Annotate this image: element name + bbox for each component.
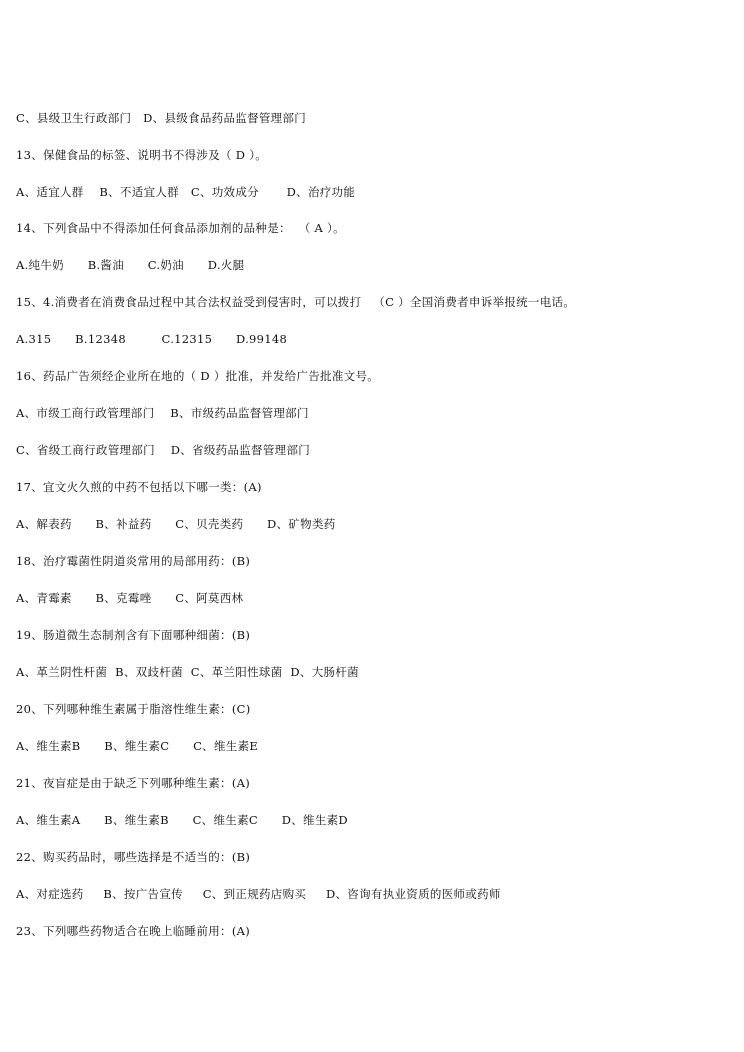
question-16: 16、药品广告须经企业所在地的（ D ）批准，并发给广告批准文号。	[16, 369, 380, 383]
question-13: 13、保健食品的标签、说明书不得涉及（ D ）。	[16, 148, 268, 162]
options-22: A、对症选药 B、按广告宣传 C、到正规药店购买 D、咨询有执业资质的医师或药师	[16, 887, 501, 901]
options-19: A、革兰阴性杆菌 B、双歧杆菌 C、革兰阳性球菌 D、大肠杆菌	[16, 665, 359, 679]
options-13: A、适宜人群 B、不适宜人群 C、功效成分 D、治疗功能	[16, 185, 356, 199]
options-15: A.315 B.12348 C.12315 D.99148	[16, 332, 288, 346]
question-21: 21、夜盲症是由于缺乏下列哪种维生素：(A)	[16, 776, 251, 790]
question-19: 19、肠道微生态制剂含有下面哪种细菌：(B)	[16, 628, 251, 642]
question-14: 14、下列食品中不得添加任何食品添加剂的品种是： （ A ）。	[16, 221, 345, 235]
options-14: A.纯牛奶 B.酱油 C.奶油 D.火腿	[16, 258, 245, 272]
options-16-ab: A、市级工商行政管理部门 B、市级药品监督管理部门	[16, 406, 309, 420]
question-22: 22、购买药品时，哪些选择是不适当的：(B)	[16, 850, 251, 864]
question-18: 18、治疗霉菌性阴道炎常用的局部用药：(B)	[16, 554, 251, 568]
text-line: C、县级卫生行政部门 D、县级食品药品监督管理部门	[16, 111, 307, 125]
options-17: A、解表药 B、补益药 C、贝壳类药 D、矿物类药	[16, 517, 336, 531]
question-17: 17、宜文火久煎的中药不包括以下哪一类：(A)	[16, 480, 262, 494]
question-23: 23、下列哪些药物适合在晚上临睡前用：(A)	[16, 924, 251, 938]
options-18: A、青霉素 B、克霉唑 C、阿莫西林	[16, 591, 244, 605]
options-20: A、维生素B B、维生素C C、维生素E	[16, 739, 259, 753]
question-20: 20、下列哪种维生素属于脂溶性维生素：(C)	[16, 702, 251, 716]
options-16-cd: C、省级工商行政管理部门 D、省级药品监督管理部门	[16, 443, 311, 457]
question-15: 15、4.消费者在消费食品过程中其合法权益受到侵害时，可以拨打 （C ）全国消费者申诉举报统一电话。	[16, 295, 576, 309]
options-21: A、维生素A B、维生素B C、维生素C D、维生素D	[16, 813, 348, 827]
